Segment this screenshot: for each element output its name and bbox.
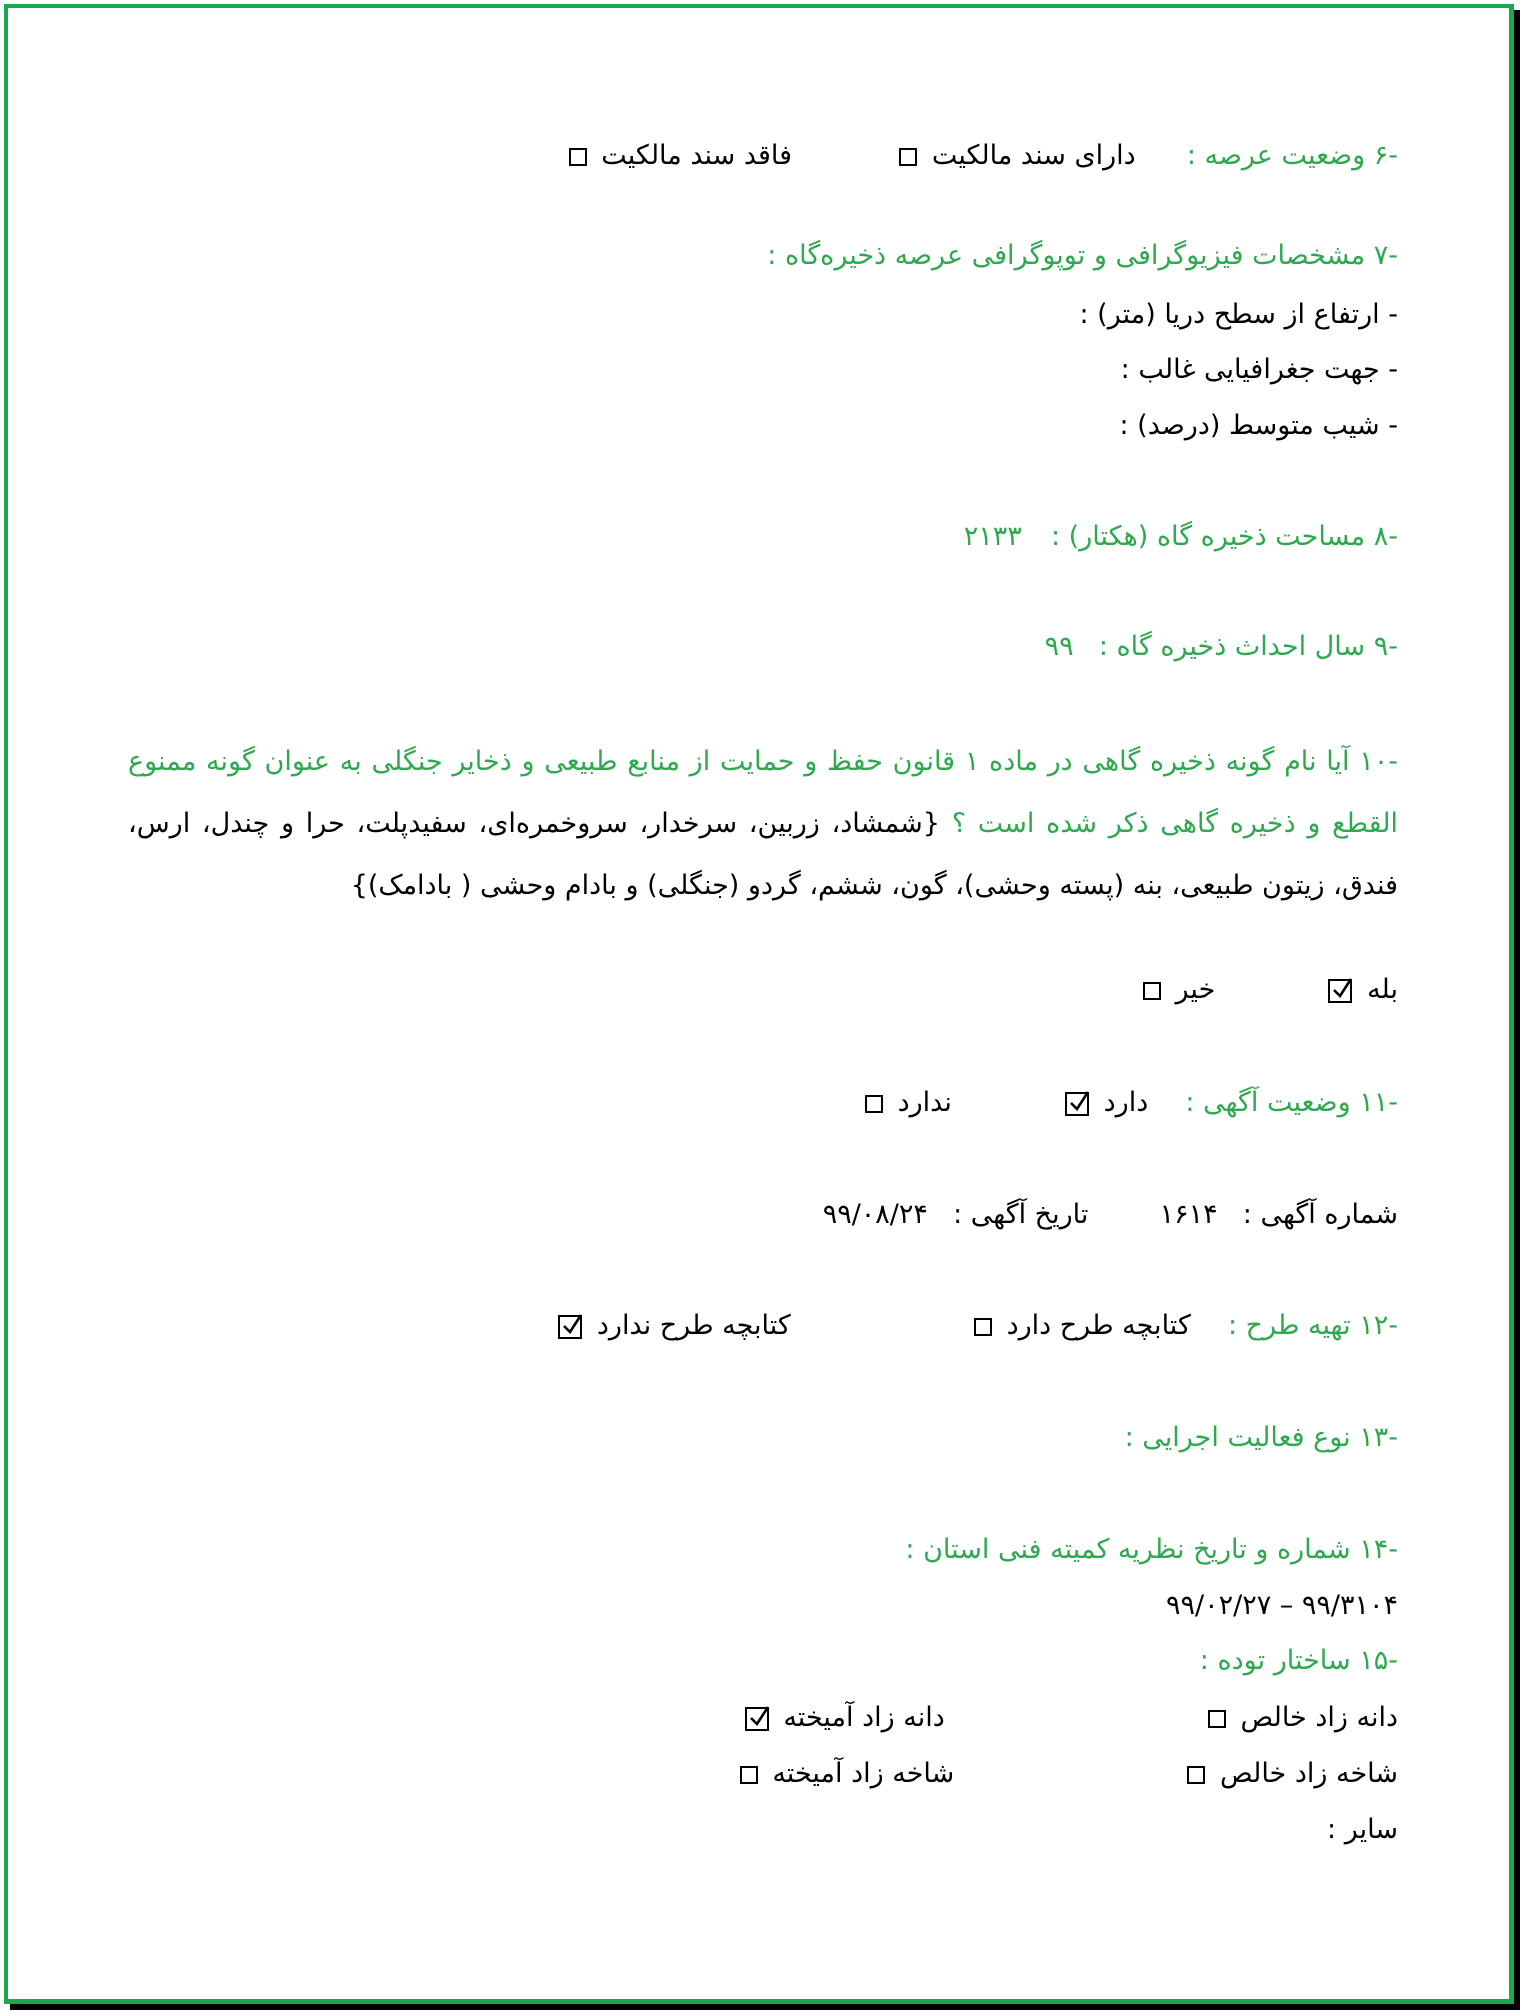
section-13-label: -۱۳ نوع فعالیت اجرایی : [1124, 1422, 1398, 1453]
section-7-item-slope: - شیب متوسط (درصد) : [1119, 410, 1398, 441]
section-8-row [964, 517, 1398, 557]
answer-no-checkbox[interactable] [1143, 982, 1161, 1000]
seed-pure-checkbox[interactable] [1208, 1710, 1226, 1728]
section-9-row [1045, 627, 1398, 667]
section-12-label: -۱۲ تهیه طرح : [1227, 1310, 1398, 1341]
notice-number-value: ۱۶۱۴ [1159, 1199, 1218, 1230]
plan-none-checkbox[interactable] [558, 1315, 582, 1339]
section-7-label: -۷ مشخصات فیزیوگرافی و توپوگرافی عرصه ذخیره‌گاه : [767, 240, 1398, 271]
section-10-question: -۱۰ آیا نام گونه ذخیره گاهی در ماده ۱ قانون حفظ و حمایت از منابع طبیعی و ذخایر جنگلی به عنوان گونه ممنوع القطع و ذخیره گاهی ذکر شده است ؟ [128, 746, 1399, 839]
section-11-row [859, 1083, 1398, 1123]
notice-none-checkbox[interactable] [865, 1095, 883, 1113]
section-7-item-elevation: - ارتفاع از سطح دریا (متر) : [1079, 299, 1398, 330]
notice-has-checkbox[interactable] [1065, 1092, 1089, 1116]
section-6-label: -۶ وضعیت عرصه : [1186, 140, 1398, 171]
coppice-pure-checkbox[interactable] [1187, 1766, 1205, 1784]
answer-yes-checkbox[interactable] [1328, 979, 1352, 1003]
section-6-option-has-deed: دارای سند مالکیت [931, 140, 1136, 171]
structure-row-coppice [734, 1754, 1398, 1794]
section-11-label: -۱۱ وضعیت آگهی : [1185, 1087, 1398, 1118]
plan-has-checkbox[interactable] [974, 1318, 992, 1336]
section-15-label: -۱۵ ساختار توده : [1199, 1645, 1398, 1676]
notice-has-label: دارد [1103, 1087, 1149, 1118]
section-10-paragraph [128, 731, 1398, 917]
section-14-label: -۱۴ شماره و تاریخ نظریه کمیته فنی استان : [905, 1534, 1398, 1565]
answer-no-label: خیر [1175, 974, 1216, 1005]
no-deed-checkbox[interactable] [569, 148, 587, 166]
notice-date-value: ۹۹/۰۸/۲۴ [822, 1199, 928, 1230]
section-6-row [563, 136, 1398, 176]
section-9-label: -۹ سال احداث ذخیره گاه : [1098, 631, 1398, 662]
has-deed-checkbox[interactable] [899, 148, 917, 166]
section-6-option-no-deed: فاقد سند مالکیت [601, 140, 793, 171]
seed-mixed-checkbox[interactable] [745, 1707, 769, 1731]
section-12-row [552, 1306, 1398, 1346]
section-8-value: ۲۱۳۳ [963, 521, 1022, 552]
notice-number-label: شماره آگهی : [1242, 1199, 1398, 1230]
section-8-label: -۸ مساحت ذخیره گاه (هکتار) : [1050, 521, 1398, 552]
seed-mixed-label: دانه زاد آمیخته [783, 1702, 945, 1733]
structure-other: سایر : [1327, 1814, 1398, 1845]
section-10-answer-row [1137, 970, 1398, 1010]
structure-row-seed [739, 1698, 1398, 1738]
coppice-mixed-label: شاخه زاد آمیخته [772, 1758, 955, 1789]
section-9-value: ۹۹ [1044, 631, 1074, 662]
plan-none-label: کتابچه طرح ندارد [596, 1310, 791, 1341]
notice-none-label: ندارد [897, 1087, 952, 1118]
section-14-value: ۹۹/۳۱۰۴ – ۹۹/۰۲/۲۷ [1166, 1590, 1398, 1621]
coppice-pure-label: شاخه زاد خالص [1220, 1758, 1398, 1789]
notice-date-label: تاریخ آگهی : [953, 1199, 1089, 1230]
coppice-mixed-checkbox[interactable] [740, 1766, 758, 1784]
notice-details-row [823, 1195, 1398, 1235]
section-7-item-aspect: - جهت جغرافیایی غالب : [1120, 354, 1398, 385]
answer-yes-label: بله [1367, 974, 1398, 1005]
section-10-species-list: {شمشاد، زربین، سرخدار، سروخمره‌ای، سفیدپلت، حرا و چندل، ارس، فندق، زیتون طبیعی، بنه (پسته وحشی)، گون، ششم، گردو (جنگلی) و بادام وحشی ( بادامک)} [128, 808, 1398, 901]
seed-pure-label: دانه زاد خالص [1240, 1702, 1398, 1733]
plan-has-label: کتابچه طرح دارد [1006, 1310, 1191, 1341]
